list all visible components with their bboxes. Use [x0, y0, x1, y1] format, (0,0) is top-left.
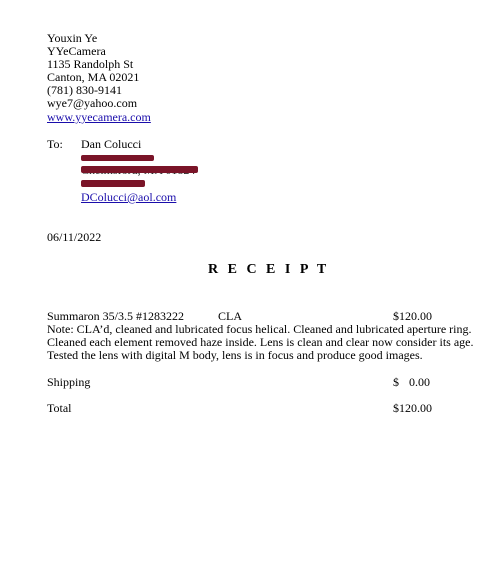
recipient-email-link[interactable]: DColucci@aol.com: [81, 190, 177, 204]
receipt-date: 06/11/2022: [47, 230, 102, 244]
sender-email: wye7@yahoo.com: [47, 96, 138, 110]
redaction-mark: [81, 166, 198, 173]
recipient-name: Dan Colucci: [81, 137, 142, 151]
item-note-line: Note: CLA’d, cleaned and lubricated focus helical. Cleaned and lubricated aperture ring.: [47, 322, 472, 336]
to-label: To:: [47, 137, 63, 151]
receipt-title: R E C E I P T: [208, 262, 330, 277]
shipping-label: Shipping: [47, 375, 91, 389]
redaction-mark: [81, 155, 154, 161]
sender-street: 1135 Randolph St: [47, 57, 134, 71]
sender-website-link[interactable]: www.yyecamera.com: [47, 110, 151, 124]
total-label: Total: [47, 401, 72, 415]
sender-city: Canton, MA 02021: [47, 70, 140, 84]
redaction-mark: [81, 180, 145, 187]
item-note-line: Cleaned each element removed haze inside. Lens is clean and clear now consider its age.: [47, 335, 474, 349]
total-amount: $120.00: [393, 401, 432, 415]
sender-phone: (781) 830-9141: [47, 83, 122, 97]
sender-company: YYeCamera: [47, 44, 106, 58]
shipping-currency: $: [393, 375, 399, 389]
item-description: Summaron 35/3.5 #1283222: [47, 309, 184, 323]
shipping-amount: 0.00: [409, 375, 430, 389]
item-note-line: Tested the lens with digital M body, lens is in focus and produce good images.: [47, 348, 423, 362]
item-price: $120.00: [393, 309, 432, 323]
item-service: CLA: [218, 309, 242, 323]
sender-name: Youxin Ye: [47, 31, 98, 45]
